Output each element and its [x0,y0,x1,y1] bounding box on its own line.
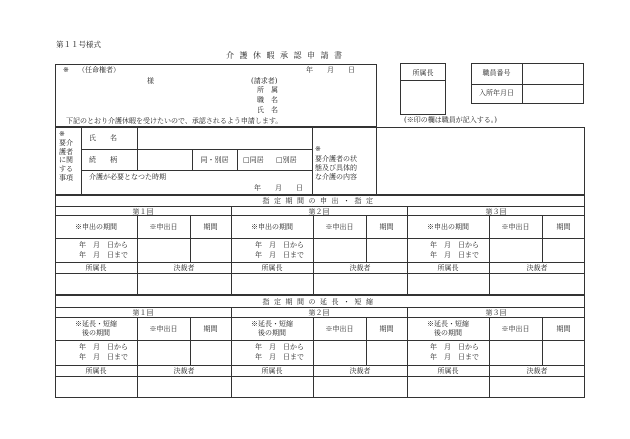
form-number: 第１１号様式 [56,40,101,49]
designated-col-duration: 期間 [379,223,394,231]
cohabit-option-together[interactable]: □同居 [243,156,264,164]
extension-to: 年 月 日まで [430,353,479,361]
designated-from: 年 月 日から [255,241,304,249]
designated-col-date: ※申出日 [501,223,530,231]
supervisor-label: 所属長 [412,69,434,77]
designated-col-duration: 期間 [203,223,218,231]
designated-round-2: 第２回 [308,208,330,216]
affiliation-label: 所 属 [257,86,278,94]
extension-col-period-line1: ※延長・短縮 [427,320,469,328]
reason-kome: ※ [315,145,321,153]
kome-mark: ※ [63,66,69,74]
extension-col-period-line1: ※延長・短縮 [251,320,293,328]
care-side-label: ※ 要介 護者 に関 する 事項 [59,130,73,182]
designated-approver-label: 決裁者 [349,264,371,272]
extension-col-date: ※申出日 [325,325,354,333]
designated-to: 年 月 日まで [79,251,128,259]
extension-approver-label: 決裁者 [173,367,195,375]
designated-col-date: ※申出日 [149,223,178,231]
extension-from: 年 月 日から [79,343,128,351]
designated-approver-label: 決裁者 [173,264,195,272]
extension-round-2: 第２回 [308,309,330,317]
designated-col-duration: 期間 [556,223,571,231]
extension-col-period-line1: ※延長・短縮 [75,320,117,328]
recipient-name-label: 氏 名 [89,134,117,142]
appointer-label: （任命権者） [78,66,120,74]
care-need-time-date: 年 月 日 [254,184,303,192]
designated-to: 年 月 日まで [255,251,304,259]
reason-label: 要介護者の状 態及び具体的 な介護の内容 [315,155,357,181]
extension-from: 年 月 日から [430,343,479,351]
extension-col-period-line2: 後の期間 [434,329,462,337]
extension-col-date: ※申出日 [149,325,178,333]
job-title-label: 職 名 [257,96,278,104]
extension-round-3: 第３回 [485,309,507,317]
designated-from: 年 月 日から [79,241,128,249]
designated-supervisor-label: 所属長 [85,264,107,272]
extension-col-duration: 期間 [379,325,394,333]
extension-to: 年 月 日まで [255,353,304,361]
employee-number-label: 職員番号 [482,69,511,77]
request-statement: 下記のとおり介護休暇を受けたいので、承認されるよう申請します。 [66,117,283,125]
extension-period-title: 指定期間の延長・短縮 [262,298,378,306]
form-title: 介護休暇承認申請書 [226,51,348,60]
extension-col-period-line2: 後の期間 [82,329,110,337]
application-date: 年 月 日 [306,66,355,74]
extension-col-duration: 期間 [203,325,218,333]
extension-supervisor-label: 所属長 [85,367,107,375]
designated-col-period: ※申出の期間 [427,223,469,231]
designated-col-period: ※申出の期間 [251,223,293,231]
sama-label: 様 [147,77,154,85]
relation-label: 続 柄 [89,156,117,164]
name-label: 氏 名 [257,106,278,114]
designated-to: 年 月 日まで [430,251,479,259]
designated-from: 年 月 日から [430,241,479,249]
extension-round-1: 第１回 [132,309,154,317]
designated-col-date: ※申出日 [325,223,354,231]
hire-date-label: 入所年月日 [479,89,514,97]
extension-approver-label: 決裁者 [349,367,371,375]
designated-approver-label: 決裁者 [526,264,548,272]
extension-to: 年 月 日まで [79,353,128,361]
requester-label: (請求者) [251,77,278,85]
designated-col-period: ※申出の期間 [75,223,117,231]
cohabit-option-separate[interactable]: □別居 [276,156,297,164]
note-text: (※印の欄は職員が記入する。) [404,116,497,124]
designated-supervisor-label: 所属長 [437,264,459,272]
extension-col-duration: 期間 [556,325,571,333]
cohabit-label: 同・別居 [200,156,229,164]
designated-supervisor-label: 所属長 [261,264,283,272]
designated-round-1: 第１回 [132,208,154,216]
extension-supervisor-label: 所属長 [437,367,459,375]
extension-approver-label: 決裁者 [526,367,548,375]
extension-from: 年 月 日から [255,343,304,351]
designated-period-title: 指定期間の申出・指定 [262,197,378,205]
extension-supervisor-label: 所属長 [261,367,283,375]
extension-col-period-line2: 後の期間 [258,329,286,337]
care-need-time-label: 介護が必要となつた時期 [89,173,166,181]
extension-col-date: ※申出日 [501,325,530,333]
designated-round-3: 第３回 [485,208,507,216]
